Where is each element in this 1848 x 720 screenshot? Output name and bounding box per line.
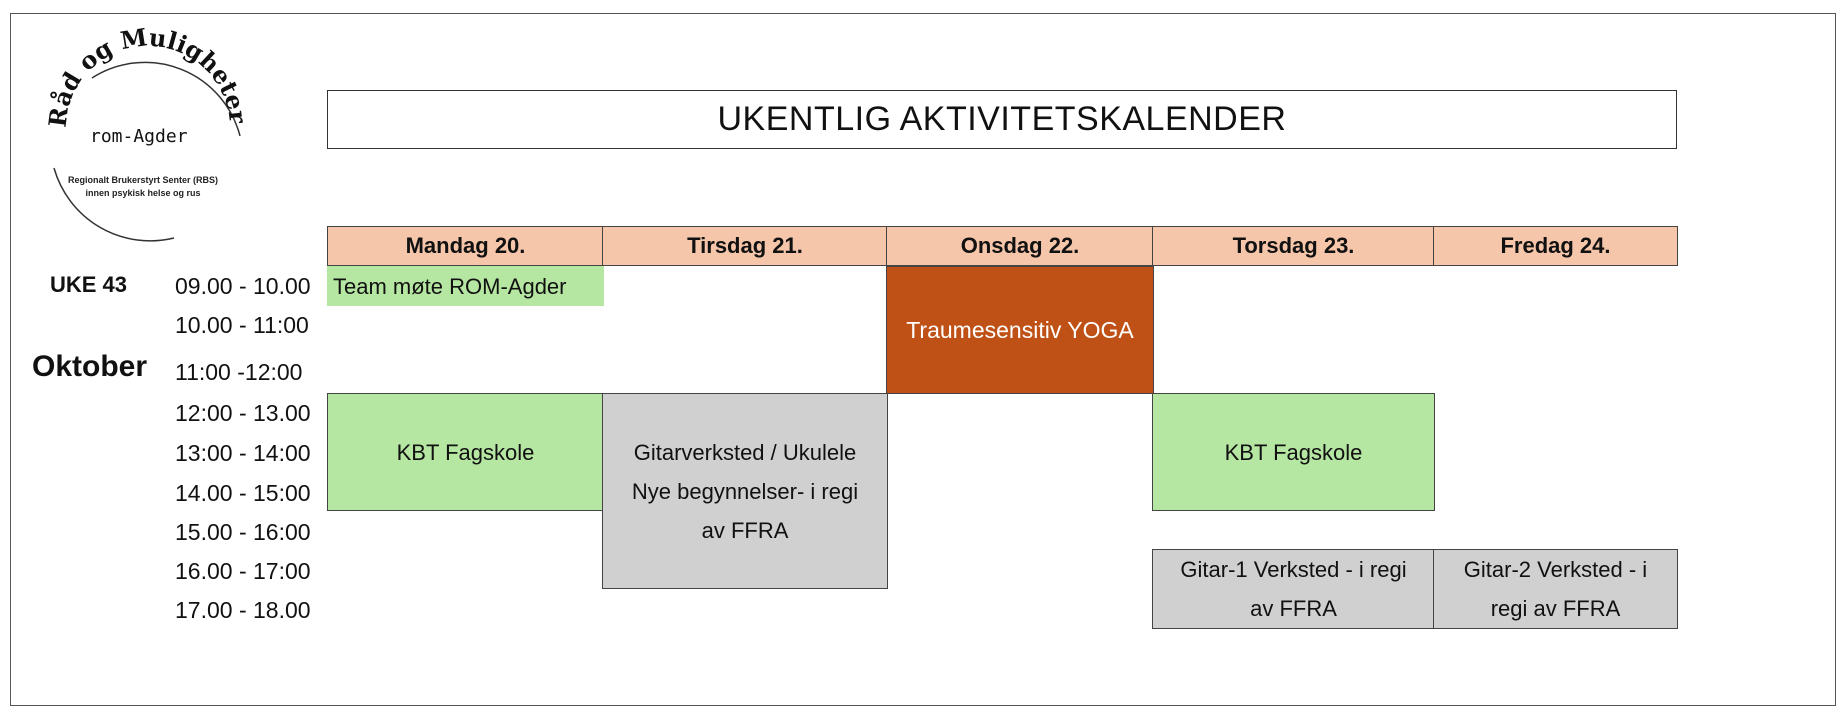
- logo-subtitle-1: Regionalt Brukerstyrt Senter (RBS): [67, 175, 219, 185]
- logo-arc-text: Råd og Muligheter: [42, 22, 253, 129]
- event-gitar-1-verksted[interactable]: [1152, 549, 1435, 629]
- time-slot-1300: 13:00 - 14:00: [175, 440, 311, 466]
- event-gitar-2-text: [1464, 550, 1647, 628]
- day-header-wednesday: Onsdag 22.: [886, 226, 1154, 266]
- event-team-mote[interactable]: Team møte ROM-Agder: [327, 266, 604, 306]
- event-gitar-1-line-1: Gitar-1 Verksted - i regi: [1180, 557, 1407, 582]
- rom-agder-logo: [40, 18, 260, 246]
- event-gitarverksted-tuesday[interactable]: [602, 393, 888, 589]
- event-gitar-2-line-2: regi av FFRA: [1490, 596, 1621, 621]
- event-gitar-1-line-2: av FFRA: [1250, 596, 1337, 621]
- event-gitarverksted-line-1: Gitarverksted / Ukulele: [633, 439, 857, 465]
- event-kbt-fagskole-monday[interactable]: KBT Fagskole: [327, 393, 604, 511]
- event-kbt-fagskole-thursday[interactable]: KBT Fagskole: [1152, 393, 1435, 511]
- logo-subtitle-2: innen psykisk helse og rus: [85, 188, 201, 198]
- time-slot-1400: 14.00 - 15:00: [175, 480, 311, 506]
- day-header-tuesday: Tirsdag 21.: [602, 226, 888, 266]
- time-slot-1200: 12:00 - 13.00: [175, 400, 311, 426]
- event-gitarverksted-text: [632, 433, 858, 550]
- week-label: UKE 43: [50, 272, 128, 297]
- time-slot-1600: 16.00 - 17:00: [175, 558, 311, 584]
- day-header-monday: Mandag 20.: [327, 226, 604, 266]
- event-gitar-1-text: [1180, 550, 1406, 628]
- day-header-thursday: Torsdag 23.: [1152, 226, 1435, 266]
- day-header-friday: Fredag 24.: [1433, 226, 1678, 266]
- month-label: Oktober: [32, 350, 148, 383]
- event-traumesensitiv-yoga[interactable]: Traumesensitiv YOGA: [886, 266, 1154, 394]
- time-slot-1500: 15.00 - 16:00: [175, 519, 311, 545]
- event-gitar-2-line-1: Gitar-2 Verksted - i: [1463, 557, 1648, 582]
- time-slot-0900: 09.00 - 10.00: [175, 273, 311, 299]
- time-slot-1100: 11:00 -12:00: [175, 359, 303, 385]
- svg-text:Råd og Muligheter: [43, 22, 253, 129]
- page-title: UKENTLIG AKTIVITETSKALENDER: [327, 90, 1677, 149]
- logo-brand: rom-Agder: [90, 126, 188, 147]
- event-gitarverksted-line-2: Nye begynnelser- i regi: [631, 478, 859, 504]
- event-gitarverksted-line-3: av FFRA: [701, 517, 789, 543]
- time-slot-1700: 17.00 - 18.00: [175, 597, 311, 623]
- time-slot-1000: 10.00 - 11:00: [175, 312, 309, 338]
- event-gitar-2-verksted[interactable]: [1433, 549, 1678, 629]
